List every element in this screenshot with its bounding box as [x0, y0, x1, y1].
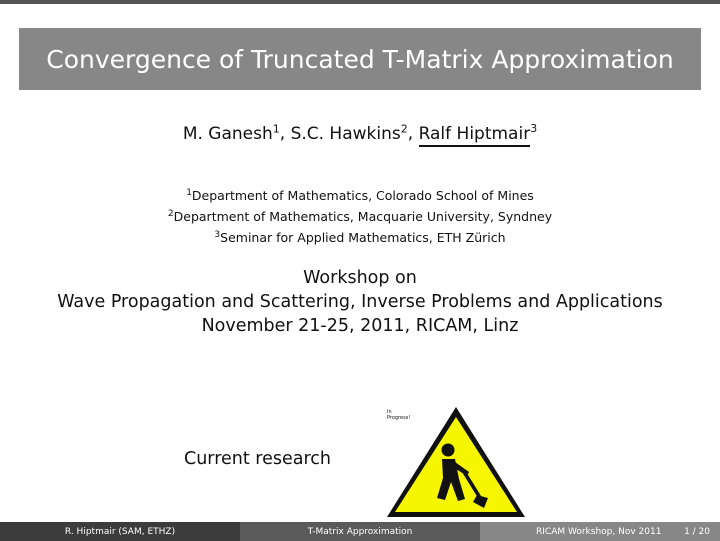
footer-venue-page — [480, 522, 720, 541]
footer-bar — [0, 522, 720, 541]
author-list: M. Ganesh$^1$, S.C. Hawkins$^2$, Ralf Hiptmair$^3$ — [0, 122, 720, 144]
top-rule — [0, 0, 720, 4]
author-ganesh: M. Ganesh$^1$ — [182, 122, 280, 144]
footer-page-number: 1 / 20 — [684, 526, 710, 537]
sign-text-line2: Progress! — [387, 415, 411, 421]
author-hiptmair-presenter: Ralf Hiptmair — [419, 124, 531, 147]
slide-title — [19, 28, 701, 90]
footer-venue: RICAM Workshop, Nov 2011 — [536, 526, 662, 537]
affiliations — [0, 184, 720, 247]
workshop-line-3: November 21-25, 2011, RICAM, Linz — [201, 316, 519, 336]
footer-author: R. Hiptmair (SAM, ETHZ) — [0, 522, 240, 541]
affiliation-3: $^3$Seminar for Applied Mathematics, ETH Zürich — [214, 230, 506, 246]
footer-title: T-Matrix Approximation — [240, 522, 480, 541]
author-hawkins: S.C. Hawkins$^2$ — [290, 122, 408, 144]
workshop-line-1: Workshop on — [303, 268, 417, 288]
current-research-label: Current research — [184, 449, 331, 469]
slide-title-text: Convergence of Truncated T-Matrix Approximation — [46, 44, 674, 74]
affiliation-1: $^1$Department of Mathematics, Colorado School of Mines — [186, 188, 534, 204]
in-progress-sign-icon — [385, 404, 527, 520]
workshop-info — [0, 266, 720, 338]
affiliation-2: $^2$Department of Mathematics, Macquarie University, Syndney — [167, 209, 553, 225]
workshop-line-2: Wave Propagation and Scattering, Inverse Problems and Applications — [57, 292, 663, 312]
sign-text-line1: In — [387, 409, 392, 415]
